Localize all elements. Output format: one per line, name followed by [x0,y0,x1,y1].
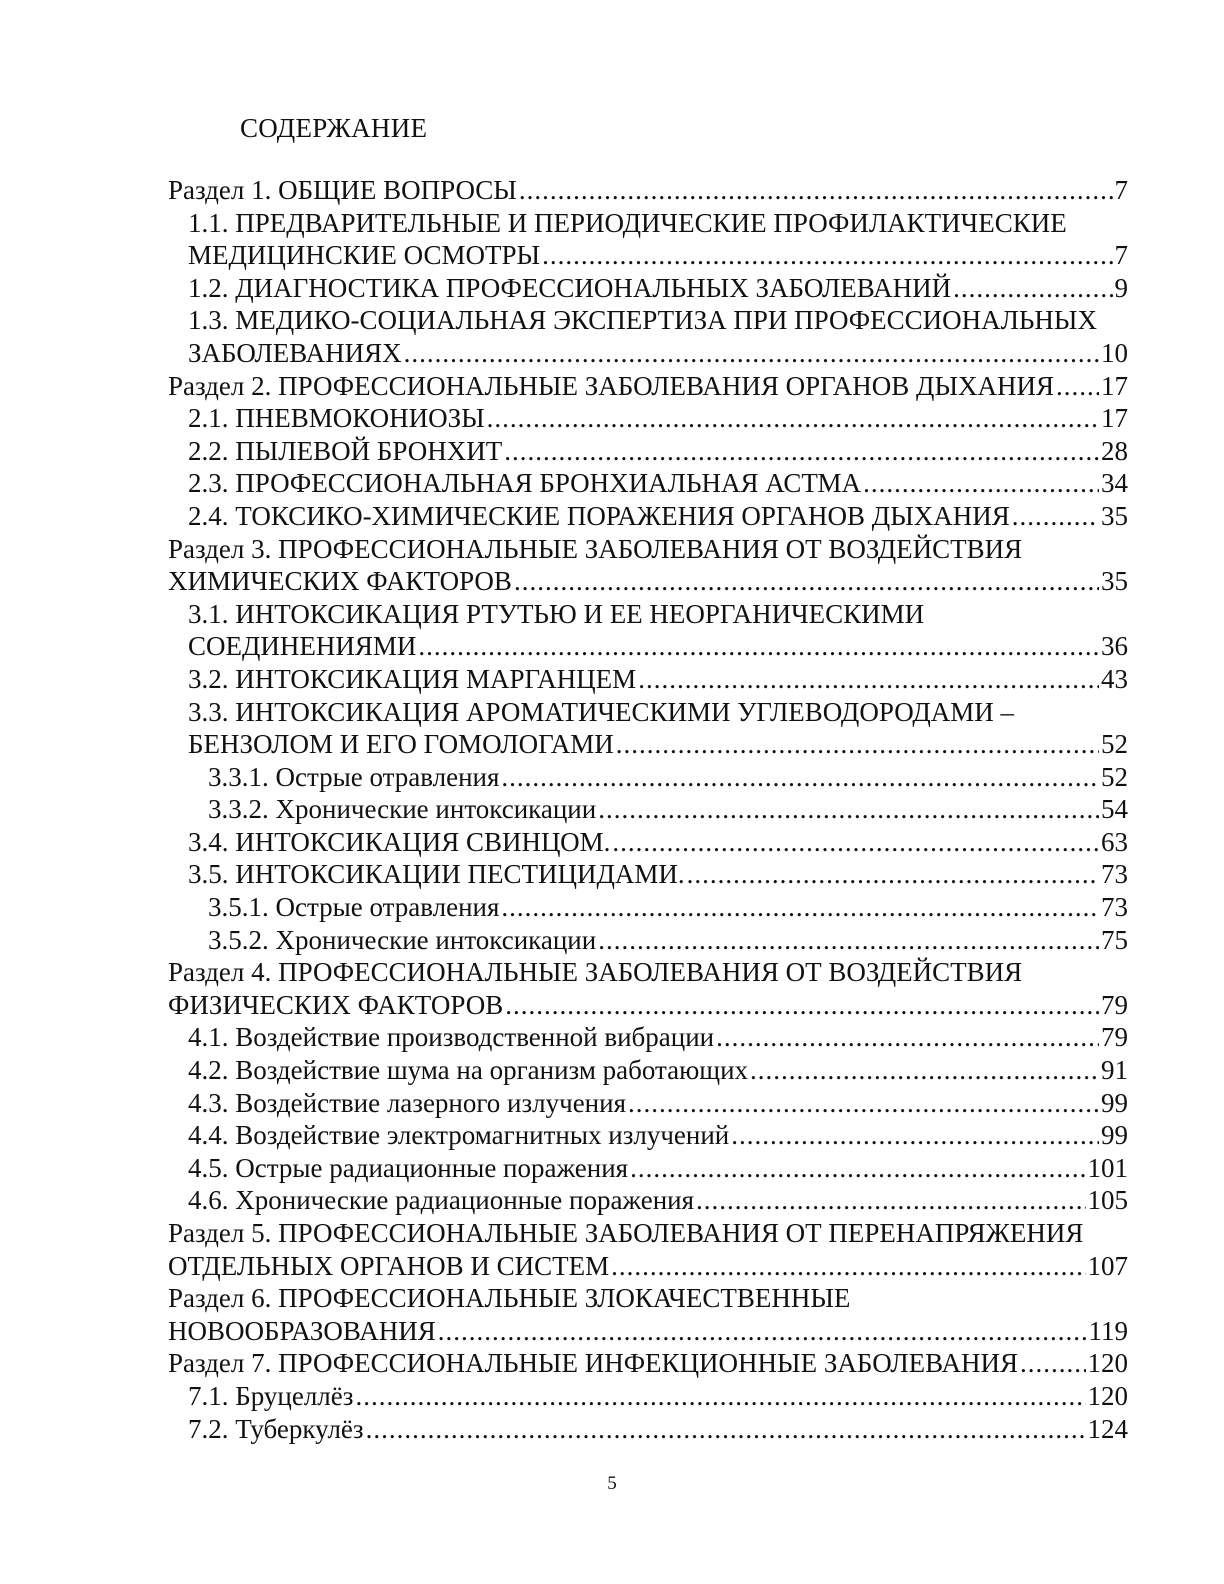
toc-entry-title: НОВООБРАЗОВАНИЯ [168,1315,436,1346]
dot-leader [863,467,1099,500]
toc-entry-title-line: 3.3. ИНТОКСИКАЦИЯ АРОМАТИЧЕСКИМИ УГЛЕВОДОРОДАМИ – [188,696,1015,727]
toc-entry[interactable] [168,533,1128,598]
toc-entry-title: 3.3.2. Хронические интоксикации [208,794,597,825]
toc-entry-title-line: Раздел 3. ПРОФЕССИОНАЛЬНЫЕ ЗАБОЛЕВАНИЯ ОТ ВОЗДЕЙСТВИЯ [168,533,1023,564]
toc-entry-title-line: 1.1. ПРЕДВАРИТЕЛЬНЫЕ И ПЕРИОДИЧЕСКИЕ ПРОФИЛАКТИЧЕСКИЕ [188,207,1067,238]
toc-entry[interactable] [168,696,1128,761]
toc-entry-title: МЕДИЦИНСКИЕ ОСМОТРЫ [188,240,541,271]
toc-entry-title: ФИЗИЧЕСКИХ ФАКТОРОВ [168,989,504,1020]
toc-entry-title: 3.2. ИНТОКСИКАЦИЯ МАРГАНЦЕМ [188,663,637,694]
dot-leader [612,826,1099,859]
toc-entry[interactable] [168,891,1128,924]
toc-entry-title: 3.5. ИНТОКСИКАЦИИ ПЕСТИЦИДАМИ. [188,859,685,890]
toc-entry-title: 4.3. Воздействие лазерного излучения [188,1087,626,1118]
toc-entry-title: 4.4. Воздействие электромагнитных излучений [188,1120,730,1151]
toc-page-number: 36 [1101,631,1128,662]
toc-entry-title: 4.5. Острые радиационные поражения [188,1152,629,1183]
dot-leader [731,1119,1099,1152]
toc-page-number: 99 [1101,1120,1128,1151]
toc-entry[interactable] [168,1021,1128,1054]
toc-page-number: 54 [1101,794,1128,825]
toc-entry[interactable] [168,1380,1128,1413]
toc-entry[interactable] [168,1054,1128,1087]
dot-leader [630,1152,1085,1185]
toc-entry[interactable] [168,1282,1128,1347]
toc-entry[interactable] [168,858,1128,891]
toc-page-number: 73 [1101,859,1128,890]
toc-page-number: 52 [1101,729,1128,760]
toc-entry[interactable] [168,304,1128,369]
toc-page-number: 107 [1087,1250,1128,1281]
toc-entry-title: 3.5.1. Острые отравления [208,892,500,923]
dot-leader [418,630,1099,663]
toc-entry-title: ОТДЕЛЬНЫХ ОРГАНОВ И СИСТЕМ [168,1250,610,1281]
toc-page-number: 91 [1101,1055,1128,1086]
toc-page-number: 9 [1114,272,1128,303]
toc-entry-title: 2.2. ПЫЛЕВОЙ БРОНХИТ [188,435,503,466]
toc-entry[interactable] [168,272,1128,305]
toc-entry-title-line: 3.1. ИНТОКСИКАЦИЯ РТУТЬЮ И ЕЕ НЕОРГАНИЧЕСКИМИ [188,598,925,629]
toc-entry-title: 3.5.2. Хронические интоксикации [208,924,597,955]
toc-entry[interactable] [168,500,1128,533]
dot-leader [598,924,1099,957]
toc-entry-title: 1.2. ДИАГНОСТИКА ПРОФЕССИОНАЛЬНЫХ ЗАБОЛЕВАНИЙ [188,272,952,303]
toc-entry-title: 3.4. ИНТОКСИКАЦИЯ СВИНЦОМ. [188,826,611,857]
toc-entry-title: 3.3.1. Острые отравления [208,761,500,792]
toc-entry[interactable] [168,598,1128,663]
toc-page-number: 43 [1101,663,1128,694]
dot-leader [501,891,1099,924]
toc-entry-title: Раздел 7. ПРОФЕССИОНАЛЬНЫЕ ИНФЕКЦИОННЫЕ ЗАБОЛЕВАНИЯ [168,1348,1018,1379]
toc-page-number: 10 [1101,337,1128,368]
toc-entry[interactable] [168,1119,1128,1152]
toc-entry[interactable] [168,370,1128,403]
dot-leader [716,1021,1099,1054]
dot-leader [504,435,1099,468]
dot-leader [438,1315,1087,1348]
toc-page-number: 75 [1101,924,1128,955]
toc-entry-title: ХИМИЧЕСКИХ ФАКТОРОВ [168,566,512,597]
toc-entry[interactable] [168,1152,1128,1185]
page-number: 5 [607,1473,617,1494]
toc-entry[interactable] [168,1184,1128,1217]
toc-entry-title: 4.2. Воздействие шума на организм работающих [188,1055,749,1086]
toc-entry-title: Раздел 1. ОБЩИЕ ВОПРОСЫ [168,175,517,205]
toc-entry[interactable] [168,826,1128,859]
toc-page-number: 119 [1088,1315,1128,1346]
toc-entry-title: 7.2. Туберкулёз [188,1413,364,1444]
dot-leader [687,858,1099,891]
toc-page-number: 124 [1087,1413,1128,1444]
toc-page-number: 17 [1101,403,1128,434]
toc-page-number: 35 [1101,566,1128,597]
toc-page-number: 79 [1101,989,1128,1020]
table-of-contents [168,174,1128,1445]
dot-leader [542,239,1112,272]
dot-leader [487,402,1099,435]
toc-page-number: 34 [1101,468,1128,499]
toc-page-number: 52 [1101,761,1128,792]
toc-entry-title-line: 1.3. МЕДИКО-СОЦИАЛЬНАЯ ЭКСПЕРТИЗА ПРИ ПРОФЕССИОНАЛЬНЫХ [188,305,1097,336]
dot-leader [519,174,1113,207]
toc-entry-title: 4.1. Воздействие производственной вибрации [188,1022,715,1053]
dot-leader [611,1250,1085,1283]
toc-entry[interactable] [168,174,1128,207]
dot-leader [1012,500,1099,533]
toc-entry[interactable] [168,1413,1128,1446]
toc-entry-title: ЗАБОЛЕВАНИЯХ [188,337,402,368]
dot-leader [505,989,1099,1022]
toc-entry[interactable] [168,402,1128,435]
toc-entry-title-line: Раздел 4. ПРОФЕССИОНАЛЬНЫЕ ЗАБОЛЕВАНИЯ ОТ ВОЗДЕЙСТВИЯ [168,957,1023,988]
dot-leader [355,1380,1085,1413]
toc-entry-title: 2.4. ТОКСИКО-ХИМИЧЕСКИЕ ПОРАЖЕНИЯ ОРГАНОВ ДЫХАНИЯ [188,500,1010,531]
toc-entry-title-line: Раздел 6. ПРОФЕССИОНАЛЬНЫЕ ЗЛОКАЧЕСТВЕННЫЕ [168,1283,851,1314]
toc-entry[interactable] [168,663,1128,696]
toc-page-number: 120 [1087,1380,1128,1411]
toc-entry[interactable] [168,1087,1128,1120]
toc-entry-title: БЕНЗОЛОМ И ЕГО ГОМОЛОГАМИ [188,729,614,760]
dot-leader [501,761,1099,794]
dot-leader [953,272,1112,305]
dot-leader [616,728,1099,761]
dot-leader [750,1054,1099,1087]
toc-page-number: 105 [1087,1185,1128,1216]
toc-page-number: 120 [1087,1348,1128,1379]
toc-entry[interactable] [168,207,1128,272]
dot-leader [696,1184,1085,1217]
toc-entry[interactable] [168,956,1128,1021]
toc-entry[interactable] [168,1347,1128,1380]
toc-entry-title: 2.1. ПНЕВМОКОНИОЗЫ [188,403,485,434]
toc-page-number: 99 [1101,1087,1128,1118]
toc-page-number: 79 [1101,1022,1128,1053]
toc-entry[interactable] [168,1217,1128,1282]
dot-leader [638,663,1099,696]
toc-page-number: 7 [1114,175,1128,205]
toc-entry-title-line: Раздел 5. ПРОФЕССИОНАЛЬНЫЕ ЗАБОЛЕВАНИЯ ОТ ПЕРЕНАПРЯЖЕНИЯ [168,1218,1084,1248]
dot-leader [404,337,1099,370]
toc-entry-title: СОЕДИНЕНИЯМИ [188,631,417,662]
toc-entry[interactable] [168,435,1128,468]
dot-leader [628,1087,1099,1120]
toc-entry[interactable] [168,924,1128,957]
toc-page-number: 35 [1101,500,1128,531]
toc-page-number: 28 [1101,435,1128,466]
dot-leader [514,565,1099,598]
toc-entry-title: Раздел 2. ПРОФЕССИОНАЛЬНЫЕ ЗАБОЛЕВАНИЯ ОРГАНОВ ДЫХАНИЯ [168,370,1055,401]
toc-page-number: 17 [1101,370,1128,401]
toc-entry-title: 7.1. Бруцеллёз [188,1380,354,1411]
page-title: СОДЕРЖАНИЕ [240,113,428,143]
toc-page-number: 63 [1101,826,1128,857]
toc-page-number: 101 [1087,1152,1128,1183]
toc-entry[interactable] [168,761,1128,794]
toc-entry-title: 2.3. ПРОФЕССИОНАЛЬНАЯ БРОНХИАЛЬНАЯ АСТМА [188,468,862,499]
dot-leader [1020,1347,1086,1380]
toc-page-number: 73 [1101,892,1128,923]
dot-leader [1056,370,1099,403]
toc-entry[interactable] [168,793,1128,826]
dot-leader [598,793,1099,826]
dot-leader [366,1413,1086,1446]
toc-entry-title: 4.6. Хронические радиационные поражения [188,1185,695,1216]
toc-entry[interactable] [168,467,1128,500]
toc-page-number: 7 [1114,240,1128,271]
